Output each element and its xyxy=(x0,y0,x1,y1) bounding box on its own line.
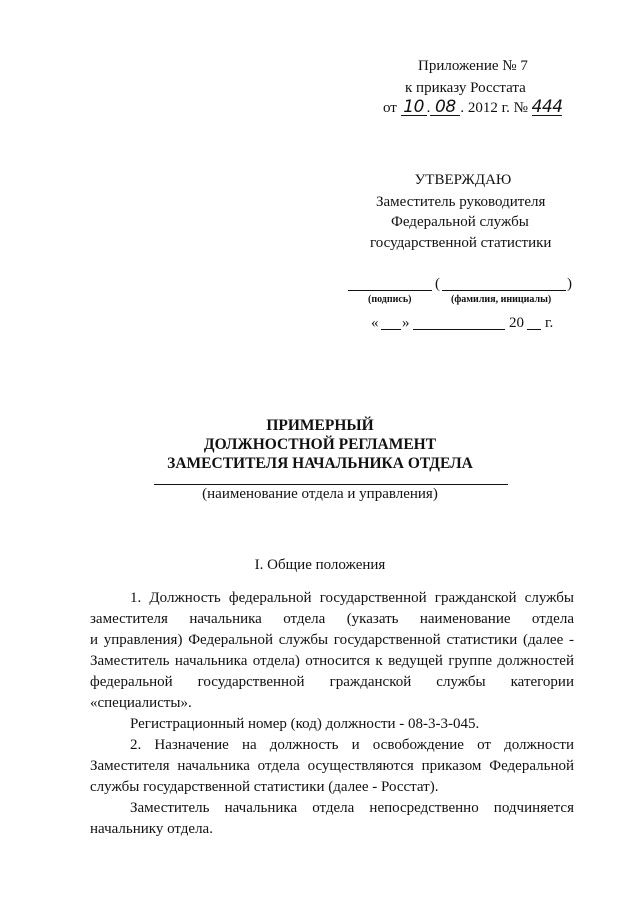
date-prefix: от xyxy=(383,100,397,116)
signature-line xyxy=(348,290,432,291)
approver-line-1: Заместитель руководителя xyxy=(376,194,546,210)
p1-line-5: федеральной государственной гражданской службы категории xyxy=(90,674,574,690)
p1-line-6: «специалисты». xyxy=(90,695,192,711)
handwritten-day: 10 xyxy=(401,100,427,116)
p1-line-2: заместителя начальника отдела (указать наименование отдела xyxy=(90,611,574,627)
name-paren-open: ( xyxy=(435,276,440,292)
approval-month-line xyxy=(413,329,505,330)
dept-caption: (наименование отдела и управления) xyxy=(202,486,438,502)
approval-day-line xyxy=(381,329,401,330)
number-prefix: № xyxy=(513,100,528,116)
date-year: . 2012 г. xyxy=(460,100,510,116)
approve-word: УТВЕРЖДАЮ xyxy=(414,172,512,188)
appendix-line: Приложение № 7 xyxy=(418,58,528,74)
doc-title-line-2: ДОЛЖНОСТНОЙ РЕГЛАМЕНТ xyxy=(203,436,437,453)
handwritten-number: 444 xyxy=(531,97,563,117)
handwritten-month: 08 xyxy=(430,100,460,116)
date-separator: . xyxy=(426,100,431,116)
p1-line-3: и управления) Федеральной службы государственной статистики (далее - xyxy=(90,632,574,648)
p3-line-3: службы государственной статистики (далее - Росстат). xyxy=(90,779,439,795)
p4-line-2: начальнику отдела. xyxy=(90,821,213,837)
doc-title-line-3: ЗАМЕСТИТЕЛЯ НАЧАЛЬНИКА ОТДЕЛА xyxy=(167,455,473,472)
name-caption: (фамилия, инициалы) xyxy=(451,294,552,305)
p1-line-1: 1. Должность федеральной государственной гражданской службы xyxy=(130,590,574,606)
p2-line: Регистрационный номер (код) должности - 08-3-3-045. xyxy=(130,716,480,732)
p1-line-4: Заместитель начальника отдела) относится к ведущей группе должностей xyxy=(90,653,574,669)
approval-year-line xyxy=(527,329,541,330)
p3-line-2: Заместителя начальника отдела осуществляются приказом Федеральной xyxy=(90,758,574,774)
doc-title-line-1: ПРИМЕРНЫЙ xyxy=(266,417,374,434)
approval-date-quote-close: » xyxy=(402,315,410,331)
section-heading: I. Общие положения xyxy=(254,557,386,573)
p4-line-1: Заместитель начальника отдела непосредственно подчиняется xyxy=(130,800,574,816)
order-line: к приказу Росстата xyxy=(405,80,526,96)
order-date-line xyxy=(383,97,563,117)
body-text xyxy=(90,588,574,840)
approval-year-prefix: 20 xyxy=(509,315,524,331)
name-paren-close: ) xyxy=(567,276,572,292)
approval-date-quote-open: « xyxy=(371,315,379,331)
dept-name-line xyxy=(154,484,508,485)
approver-line-2: Федеральной службы xyxy=(391,214,529,230)
approver-line-3: государственной статистики xyxy=(370,235,552,251)
signature-caption: (подпись) xyxy=(368,294,412,305)
p3-line-1: 2. Назначение на должность и освобождение от должности xyxy=(130,737,574,753)
name-line xyxy=(442,290,566,291)
approval-year-suffix: г. xyxy=(545,315,554,331)
